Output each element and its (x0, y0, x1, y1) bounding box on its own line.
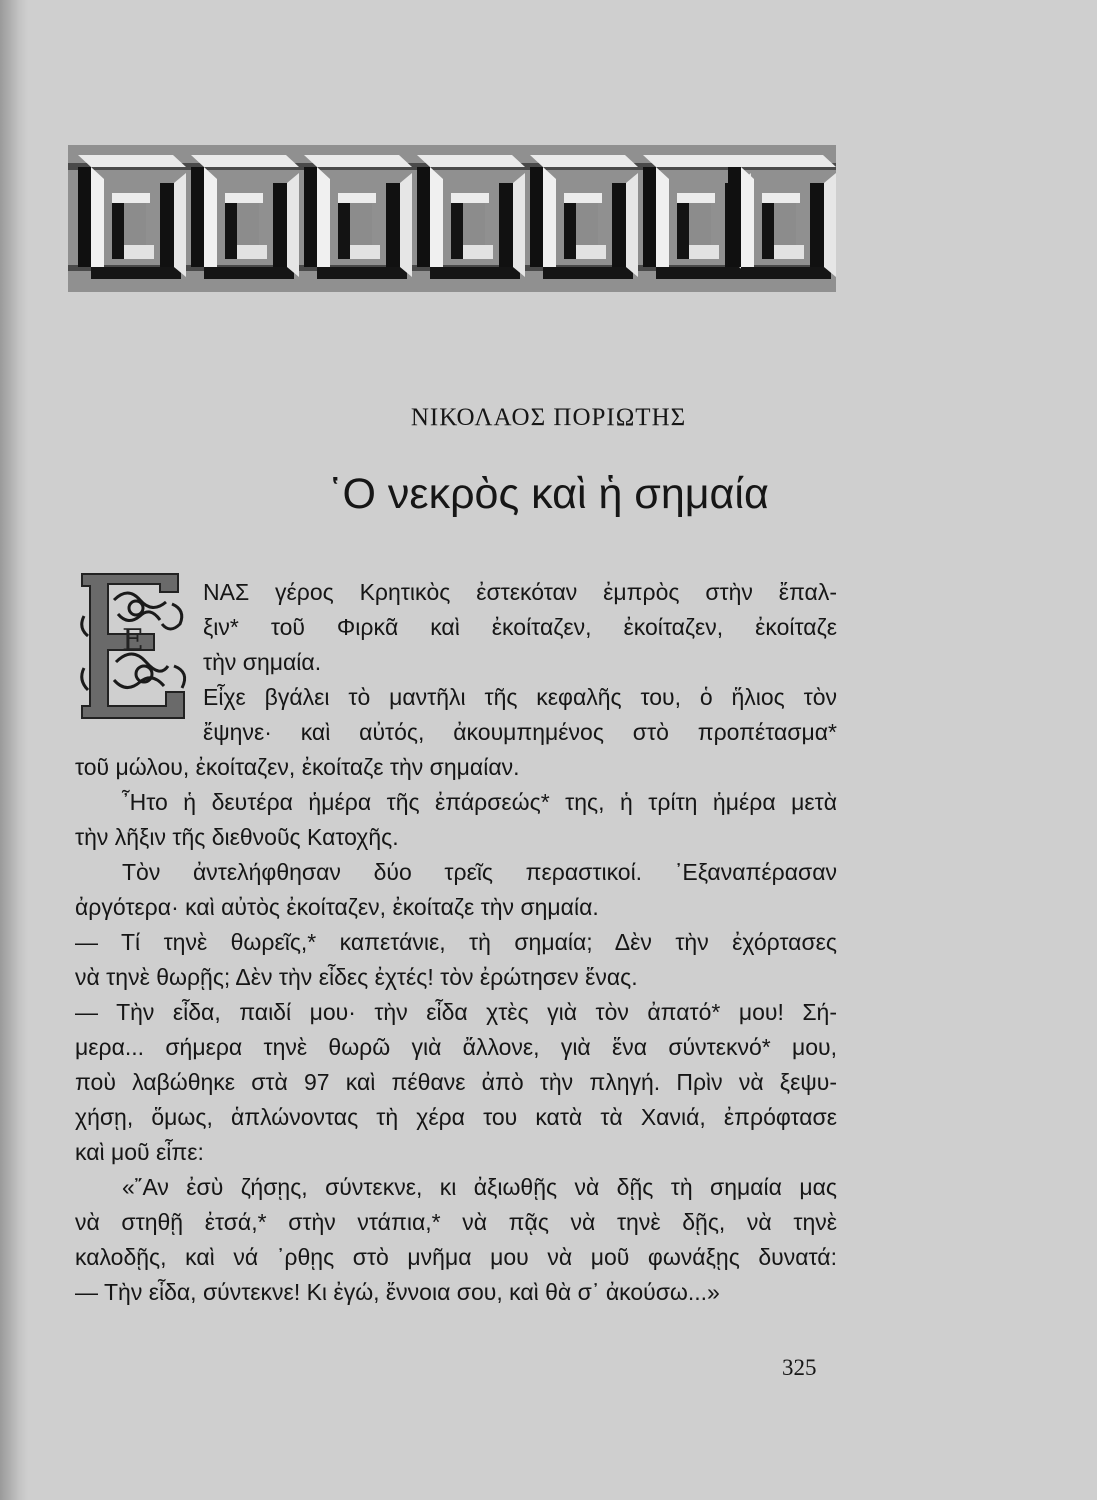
text-line: νὰ τηνὲ θωρῇς; Δὲν τὴν εἶδες ἐχτές! τὸν ἐρώτησεν ἕνας. (75, 964, 638, 990)
text-line: τὴν σημαία. (203, 649, 322, 675)
author-name: ΝΙΚΟΛΑΟΣ ΠΟΡΙΩΤΗΣ (410, 404, 687, 431)
page-binding-shadow (0, 0, 28, 1500)
text-line: ξιν* τοῦ Φιρκᾶ καὶ ἐκοίταζεν, ἐκοίταζεν, ἐκοίταζε (203, 614, 837, 640)
text-line: χήσῃ, ὅμως, ἁπλώνοντας τὴ χέρα του κατὰ τὰ Χανιά, ἐπρόφτασε (75, 1104, 837, 1130)
greek-key-ornament (68, 145, 836, 292)
text-line: ποὺ λαβώθηκε στὰ 97 καὶ πέθανε ἀπὸ τὴν πληγή. Πρὶν νὰ ξεψυ- (75, 1069, 837, 1095)
text-line: Τὸν ἀντελήφθησαν δύο τρεῖς περαστικοί. ᾿Εξαναπέρασαν (122, 859, 837, 885)
text-line: ῏Ητο ἡ δευτέρα ἡμέρα τῆς ἐπάρσεώς* της, ἡ τρίτη ἡμέρα μετὰ (122, 789, 837, 815)
text-line: καὶ μοῦ εἶπε: (75, 1139, 204, 1165)
text-line: ΝΑΣ γέρος Κρητικὸς ἐστεκόταν ἐμπρὸς στὴν ἔπαλ- (203, 579, 837, 605)
text-line: — Τί τηνὲ θωρεῖς,* καπετάνιε, τὴ σημαία; Δὲν τὴν ἐχόρτασες (75, 929, 837, 955)
text-line: ἀργότερα· καὶ αὐτὸς ἐκοίταζεν, ἐκοίταζε τὴν σημαία. (75, 894, 599, 920)
text-line: «῎Αν ἐσὺ ζήσῃς, σύντεκνε, κι ἀξιωθῇς νὰ δῇς τὴ σημαία μας (122, 1174, 837, 1200)
initial-letter: Ε (122, 623, 144, 658)
text-line: τὴν λῆξιν τῆς διεθνοῦς Κατοχῆς. (75, 824, 399, 850)
text-line: — Τὴν εἶδα, παιδί μου· τὴν εἶδα χτὲς γιὰ τὸν ἀπατό* μου! Σή- (75, 999, 837, 1025)
text-line: νὰ στηθῇ ἐτσά,* στὴν ντάπια,* νὰ πᾷς νὰ τηνὲ δῇς, νὰ τηνὲ (75, 1209, 837, 1235)
text-line: καλοδῇς, καὶ νά ᾽ρθῃς στὸ μνῆμα μου νὰ μοῦ φωνάξῃς δυνατά: (75, 1244, 837, 1270)
text-line: Εἶχε βγάλει τὸ μαντῆλι τῆς κεφαλῆς του, ὁ ἥλιος τὸν (203, 684, 837, 710)
text-line: μερα... σήμερα τηνὲ θωρῶ γιὰ ἄλλονε, γιὰ ἕνα σύντεκνό* μου, (75, 1034, 837, 1060)
page-number: 325 (782, 1355, 817, 1380)
story-title: ῾Ο νεκρὸς καὶ ἡ σημαία (328, 470, 769, 518)
text-line: ἔψηνε· καὶ αὐτός, ἀκουμπημένος στὸ προπέτασμα* (203, 719, 837, 745)
text-line: τοῦ μώλου, ἐκοίταζεν, ἐκοίταζε τὴν σημαίαν. (75, 754, 520, 780)
text-line: — Τὴν εἶδα, σύντεκνε! Κι ἐγώ, ἔννοια σου, καὶ θὰ σ᾽ ἀκούσω...» (75, 1279, 720, 1305)
story-text (75, 575, 837, 1310)
